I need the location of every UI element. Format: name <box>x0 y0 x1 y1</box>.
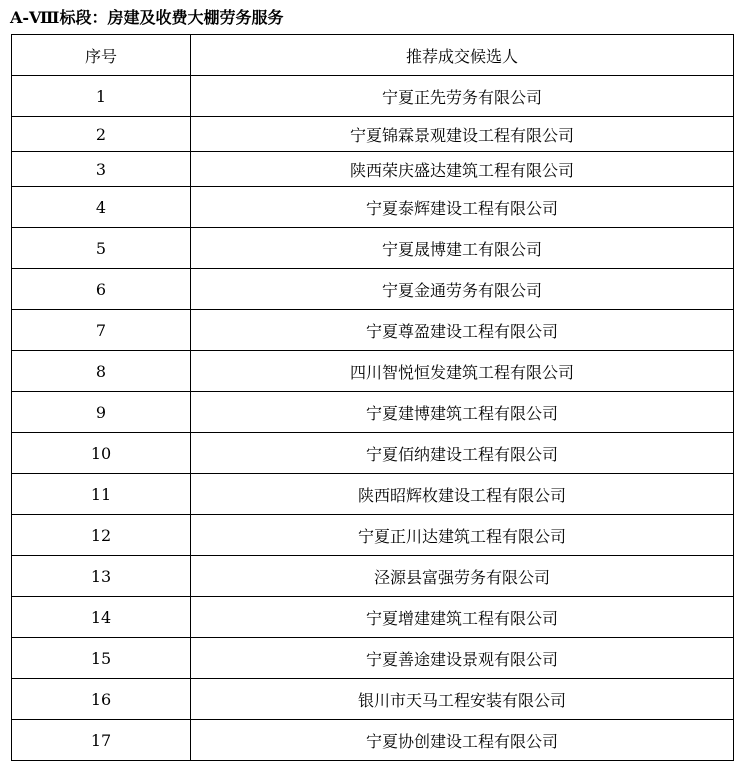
table-row <box>12 720 734 761</box>
table-row <box>12 679 734 720</box>
row-seq: 12 <box>12 515 191 556</box>
row-candidate: 宁夏正先劳务有限公司 <box>191 76 734 117</box>
row-candidate: 银川市天马工程安装有限公司 <box>191 679 734 720</box>
table-row <box>12 117 734 152</box>
table-header-row <box>12 35 734 76</box>
row-candidate: 宁夏尊盈建设工程有限公司 <box>191 310 734 351</box>
table-row <box>12 556 734 597</box>
table-row <box>12 76 734 117</box>
row-seq: 11 <box>12 474 191 515</box>
row-candidate: 四川智悦恒发建筑工程有限公司 <box>191 351 734 392</box>
row-candidate: 宁夏佰纳建设工程有限公司 <box>191 433 734 474</box>
table-row <box>12 638 734 679</box>
section-title: A-Ⅷ标段：房建及收费大棚劳务服务 <box>10 8 284 27</box>
row-candidate: 宁夏晟博建工有限公司 <box>191 228 734 269</box>
row-seq: 6 <box>12 269 191 310</box>
table-row <box>12 228 734 269</box>
row-candidate: 陕西昭辉枚建设工程有限公司 <box>191 474 734 515</box>
row-candidate: 宁夏协创建设工程有限公司 <box>191 720 734 761</box>
table-row <box>12 310 734 351</box>
row-candidate: 泾源县富强劳务有限公司 <box>191 556 734 597</box>
row-candidate: 陕西荣庆盛达建筑工程有限公司 <box>191 152 734 187</box>
header-seq: 序号 <box>12 35 191 76</box>
table-row <box>12 515 734 556</box>
row-candidate: 宁夏泰辉建设工程有限公司 <box>191 187 734 228</box>
table-row <box>12 433 734 474</box>
row-seq: 2 <box>12 117 191 152</box>
row-seq: 15 <box>12 638 191 679</box>
table-row <box>12 474 734 515</box>
row-seq: 9 <box>12 392 191 433</box>
row-seq: 13 <box>12 556 191 597</box>
row-seq: 1 <box>12 76 191 117</box>
row-candidate: 宁夏善途建设景观有限公司 <box>191 638 734 679</box>
row-seq: 8 <box>12 351 191 392</box>
table-row <box>12 597 734 638</box>
row-candidate: 宁夏增建建筑工程有限公司 <box>191 597 734 638</box>
row-seq: 17 <box>12 720 191 761</box>
table-row <box>12 269 734 310</box>
row-seq: 5 <box>12 228 191 269</box>
row-candidate: 宁夏锦霖景观建设工程有限公司 <box>191 117 734 152</box>
row-candidate: 宁夏正川达建筑工程有限公司 <box>191 515 734 556</box>
table-row <box>12 152 734 187</box>
table-row <box>12 187 734 228</box>
row-candidate: 宁夏建博建筑工程有限公司 <box>191 392 734 433</box>
row-seq: 7 <box>12 310 191 351</box>
header-candidate: 推荐成交候选人 <box>191 35 734 76</box>
row-seq: 4 <box>12 187 191 228</box>
row-seq: 3 <box>12 152 191 187</box>
table-row <box>12 351 734 392</box>
candidates-table <box>11 34 734 761</box>
row-seq: 10 <box>12 433 191 474</box>
row-seq: 16 <box>12 679 191 720</box>
row-candidate: 宁夏金通劳务有限公司 <box>191 269 734 310</box>
table-row <box>12 392 734 433</box>
row-seq: 14 <box>12 597 191 638</box>
